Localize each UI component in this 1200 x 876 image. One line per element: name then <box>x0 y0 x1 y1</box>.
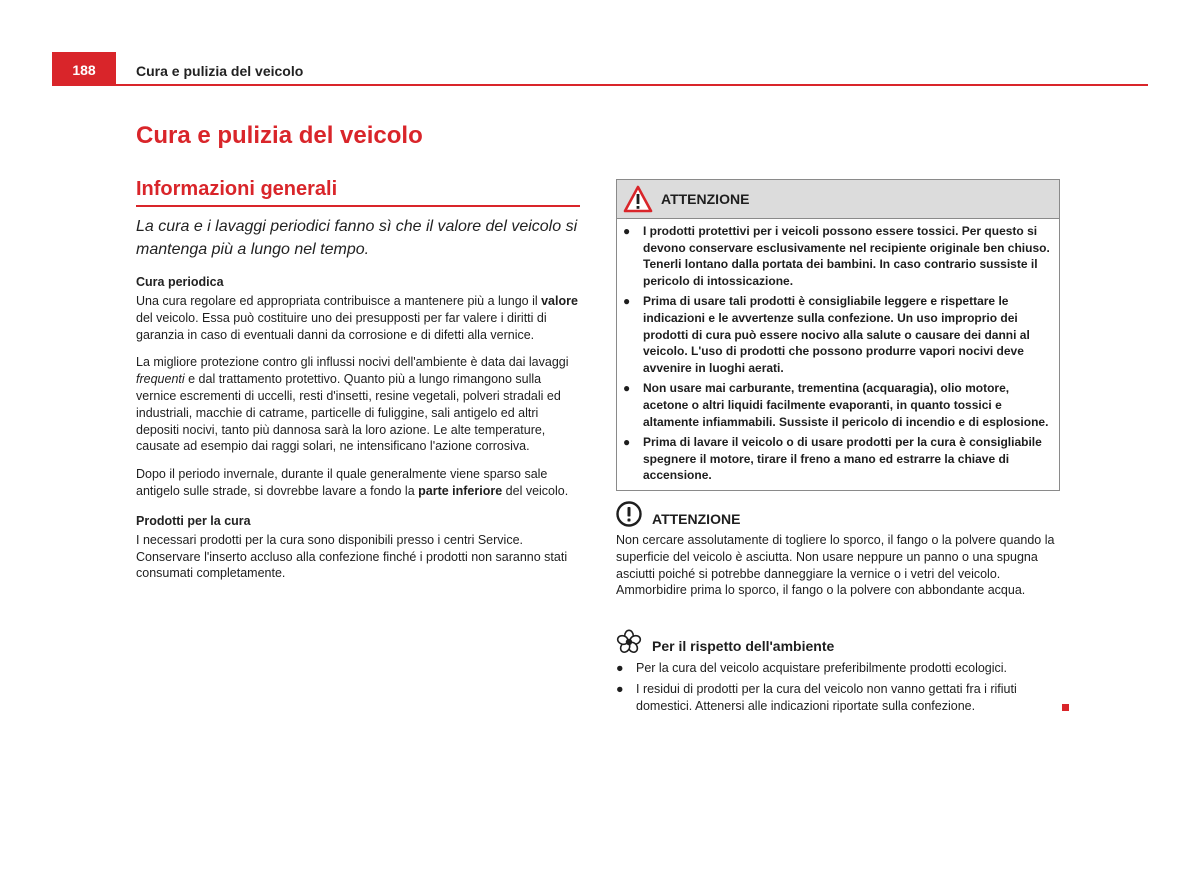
paragraph-cura-1 <box>136 293 580 343</box>
text-segment: e dal trattamento protettivo. Quanto più a lungo rimangono sulla vernice escrementi di uccelli, resti d'insetti, resine vegetali, polveri stradali ed industriali, macchie di catrame, particelle di fuliggine, sali antigelo ed altri depositi nocivi, tanto più dannosa sarà la loro azione. Le alte temperature, causate ad esempio dai raggi solari, ne intensificano l'azione corrosiva. <box>136 372 561 454</box>
environment-item-text: I residui di prodotti per la cura del veicolo non vanno gettati fra i rifiuti domestici. Attenersi alle indicazioni riportate sulla confezione. <box>636 681 1017 713</box>
environment-item <box>616 660 1058 677</box>
warning-box <box>616 179 1060 491</box>
bullet-icon: ● <box>623 435 631 450</box>
italic-term: frequenti <box>136 372 185 387</box>
exclamation-circle-icon <box>616 501 642 527</box>
bullet-icon: ● <box>623 294 631 309</box>
warning-item-text: Prima di lavare il veicolo o di usare prodotti per la cura è consigliabile spegnere il motore, tirare il freno a mano ed estrarre la chiave di accensione. <box>643 435 1042 483</box>
warning-item <box>623 434 1053 484</box>
warning-triangle-icon <box>623 185 653 213</box>
warning-item-text: Prima di usare tali prodotti è consigliabile leggere e rispettare le indicazioni e le avvertenze sulla confezione. Un uso improprio dei prodotti di cura può essere nocivo alla salute o causare dei danni al veicolo. L'uso di prodotti che possono produrre vapori nocivi deve avvenire in luoghi aerati. <box>643 294 1030 375</box>
notice-header <box>616 500 1058 528</box>
bullet-icon: ● <box>616 681 624 696</box>
subheading-cura-periodica: Cura periodica <box>136 275 224 289</box>
text-segment: del veicolo. <box>502 483 569 498</box>
warning-body <box>617 219 1059 490</box>
environment-block <box>616 628 1058 714</box>
environment-item-text: Per la cura del veicolo acquistare preferibilmente prodotti ecologici. <box>636 661 1008 675</box>
warning-item <box>623 380 1053 430</box>
flower-icon <box>616 629 642 655</box>
left-column <box>136 178 580 593</box>
warning-item <box>623 293 1053 376</box>
notice-text: Non cercare assolutamente di togliere lo sporco, il fango o la polvere quando la superficie del veicolo è asciutta. Non usare neppure un panno o una spugna asciutti poiché si potrebbe danneggiare la vernice o i vetri del veicolo. Ammorbidire prima lo sporco, il fango o la polvere con abbondante acqua. <box>616 533 1055 598</box>
bullet-icon: ● <box>623 381 631 396</box>
section-intro: La cura e i lavaggi periodici fanno sì che il valore del veicolo si mantenga più a lungo nel tempo. <box>136 218 578 258</box>
text-segment: Una cura regolare ed appropriata contribuisce a mantenere più a lungo il <box>136 294 542 308</box>
chapter-title: Cura e pulizia del veicolo <box>136 122 423 149</box>
section-title: Informazioni generali <box>136 178 580 207</box>
warning-item-text: I prodotti protettivi per i veicoli possono essere tossici. Per questo si devono conservare esclusivamente nel recipiente originale ben chiuso. Tenerli lontano dalla portata dei bambini. In caso contrario sussiste il pericolo di intossicazione. <box>643 224 1050 288</box>
bold-term: parte inferiore <box>418 483 503 498</box>
running-title: Cura e pulizia del veicolo <box>136 63 304 79</box>
notice-block <box>616 500 1058 599</box>
warning-item <box>623 223 1053 289</box>
warning-item-text: Non usare mai carburante, trementina (acquaragia), olio motore, acetone o altri liquidi facilmente evaporanti, in quanto tossici e altamente infiammabili. Sussiste il pericolo di incendio e di esplosione. <box>643 381 1049 429</box>
page-number: 188 <box>52 52 116 84</box>
paragraph-prodotti: I necessari prodotti per la cura sono disponibili presso i centri Service. Conservare l'inserto accluso alla confezione finché i prodotti non saranno stati consumati completamente. <box>136 532 568 581</box>
notice-title: ATTENZIONE <box>652 511 741 527</box>
section-end-marker <box>1062 704 1069 711</box>
page-header <box>52 52 1148 86</box>
bold-term: valore <box>541 294 578 308</box>
warning-header <box>617 180 1059 219</box>
text-segment: del veicolo. Essa può costituire uno dei presupposti per far valere i diritti di garanzia in caso di eventuali danni da corrosione e di difetti alla vernice. <box>136 310 547 342</box>
text-segment: Dopo il periodo invernale, durante il quale generalmente viene sparso sale antigelo sulle strade, si dovrebbe lavare a fondo la <box>136 467 548 498</box>
bullet-icon: ● <box>616 661 624 675</box>
subheading-prodotti: Prodotti per la cura <box>136 513 251 528</box>
paragraph-cura-2 <box>136 354 580 455</box>
warning-title: ATTENZIONE <box>661 191 750 207</box>
environment-title: Per il rispetto dell'ambiente <box>652 638 835 654</box>
environment-header <box>616 628 1058 656</box>
paragraph-cura-3 <box>136 466 580 500</box>
text-segment: La migliore protezione contro gli influssi nocivi dell'ambiente è data dai lavaggi <box>136 355 569 370</box>
environment-item <box>616 681 1058 715</box>
bullet-icon: ● <box>623 224 631 238</box>
